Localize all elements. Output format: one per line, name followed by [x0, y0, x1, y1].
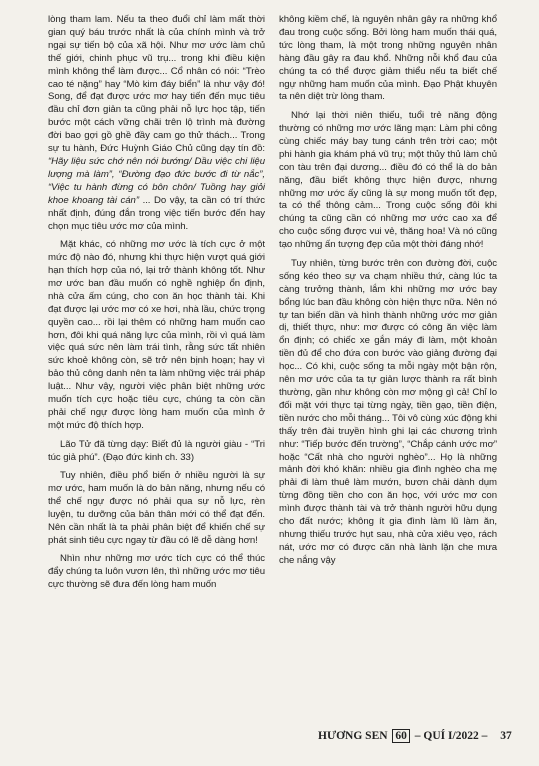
- right-column: [279, 14, 497, 573]
- page-footer: [318, 729, 512, 745]
- quote: “Hãy liệu sức chớ nên nói bướng/ Dầu việc chi liệu lượng mà làm”, “Đường đạo đức bước đi từ nắc”, “Việc tu hành đừng có bôn chôn/ Tuồng hay giỏi khoe khoang tài cán”: [48, 155, 265, 206]
- issue-period: – QUÍ I/2022 –: [414, 730, 488, 742]
- paragraph: Tuy nhiên, từng bước trên con đường đời, cuộc sống kéo theo sự va chạm nhiều thứ, càng lúc ta càng trưởng thành, lắm khi những mơ ước bay bổng lúc ban đầu không còn hiện thực nữa. Nên nó tự tan biến dần và hình thành những ước mơ giản dị, thiết thực, như: mơ được có công ăn việc làm ổn định; có chiếc xe gắn máy đi làm, một khoản tiền đủ để cho đứa con bước vào giảng đường đại học... Có khi, cuộc sống ta mỗi ngày một bận rộn, nên mơ ước của ta tự giản lược thành ra rất bình thường, gần như không còn mơ mộng gì cả! Chỉ lo đối mặt với thực tại từng ngày, tiền gạo, tiền điện, tiền nước cho mỗi tháng... Tôi vô cùng xúc động khi thấy trên đài truyền hình ghi lại các chương trình như: “Tiếp bước đến trường”, “Chắp cánh ước mơ” hoặc “Cất nhà cho người nghèo”... Họ là những mảnh đời khó khăn: nhiều gia đình nghèo cha mẹ phải đi làm thuê làm mướn, bươn chải dành dụm từng đồng tiền cho con ăn học, với ước mơ con mình được thành tài và trở thành người hữu dụng cho đất nước; không ít gia đình làm lũ làm ăn, nhưng thiếu trước hụt sau, nhà cửa xiêu vẹo, rách nát, ước mơ có được căn nhà lành lặn che mưa che nắng vậy: [279, 257, 497, 566]
- paragraph: không kiềm chế, là nguyên nhân gây ra những khổ đau trong cuộc sống. Bởi lòng ham muốn thái quá, tức lòng tham, là một trong những nguyên nhân hàng đầu gây ra đau khổ. Những nỗi khổ đau của chúng ta có thể được giảm thiểu nếu ta biết chế ngự những ham muốn của mình. Đạo Phật khuyên ta nên diệt trừ lòng tham.: [279, 14, 497, 103]
- paragraph: Nhớ lại thời niên thiếu, tuổi trẻ năng động thường có những mơ ước lãng mạn: Làm phi công cùng chiếc máy bay tung cánh trên trời cao; một phi hành gia khám phá vũ trụ; một thủy thủ làm chủ con tàu trên đại dương... điều đó có thể là do bản năng, đầu biết không thực hiện được, nhưng những mơ ước ấy cũng là sự mong muốn tốt đẹp, ta có thể thông cảm... Trong cuộc sống đôi khi chúng ta cũng cần có những mơ ước cao xa để cho cuộc sống được vui vẻ, thăng hoa! Và nó cũng tạo những ấn tượng đẹp của một thời đáng nhớ!: [279, 110, 497, 251]
- paragraph: lòng tham lam. Nếu ta theo đuổi chỉ làm mất thời gian quý báu trước nhất là của chính mình và trở ngại sự tiến bộ của xã hội. Như mơ ước làm chủ thế giới, chinh phục vũ trụ... trong khi điều kiện mình không thể làm được... Cổ nhân có nói: “Trèo cao té nặng” hay “Mò kim đáy biển” là như vậy đó! Song, để đạt được ước mơ hay tiến đến mục tiêu đầu chỉ đơn giản ta cũng phải nỗ lực học tập, tiến bước một cách vững chãi trên lộ trình mà đường đời bao gợi gồ ghề đầy cam go thử thách... Trong sự tu hành, Đức Huỳnh Giáo Chủ cũng dạy tín đồ: “Hãy liệu sức chớ nên nói bướng/ Dầu việc chi liệu lượng mà làm”, “Đường đạo đức bước đi từ nắc”, “Việc tu hành đừng có bôn chôn/ Tuồng hay giỏi khoe khoang tài cán” ... Do vậy, ta cần có trí thức nhất định, đúng đắn trong việc tiến bước đến hay chọn mục tiêu ước mơ của mình.: [48, 14, 265, 232]
- page-number: 37: [500, 730, 512, 742]
- paragraph: Nhìn như những mơ ước tích cực có thể thúc đẩy chúng ta luôn vươn lên, thì những ước mơ tiêu cực thường sẽ đưa đến lòng ham muốn: [48, 553, 265, 591]
- issue-number-box: 60: [392, 729, 410, 743]
- magazine-title: HƯƠNG SEN: [318, 730, 388, 742]
- paragraph: Mặt khác, có những mơ ước là tích cực ở một mức độ nào đó, nhưng khi thực hiện vượt quá giới hạn thích hợp của nó, lại trở thành không tốt. Như mơ ước ban đầu muốn có nghề nghiệp ổn định, nhà cửa ấm cúng, cho con ăn học thành tài. Khi đạt được lại ước mơ có xe hơi, nhà lầu, chức trọng quyền cao... rồi lại thêm có những ham muốn cao hơn, đôi khi quá năng lực của mình, rồi vì quá làm việc quá sức nên làm trái tình, rằng sức tất nhiên sức khoẻ không còn, sẽ trở nên bịnh hoạn; hay vì bảo thủ công danh nên ta làm những việc trái pháp luật... Như vậy, người việc phân biệt những ước muốn tích cực hoặc tiêu cực, chúng ta còn cần phải chế ngự được lòng ham muốn của mình ở một mức độ thích hợp.: [48, 239, 265, 431]
- left-column: [48, 14, 265, 598]
- paragraph: Lão Tử đã từng dạy: Biết đủ là người giàu - “Tri túc giả phú”. (Đạo đức kinh ch. 33): [48, 438, 265, 463]
- paragraph: Tuy nhiên, điều phổ biến ở nhiều người là sự mơ ước, ham muốn là do bản năng, nhưng nếu có thể chế ngự được nó phải qua sự nỗ lực, rèn luyện, tu dưỡng của bản thân mới có thể đạt đến. Nên cần nhất là ta phải phân biệt để khiến chế sự phát sinh tiêu cực ngay từ đầu có lẽ dễ dàng hơn!: [48, 470, 265, 546]
